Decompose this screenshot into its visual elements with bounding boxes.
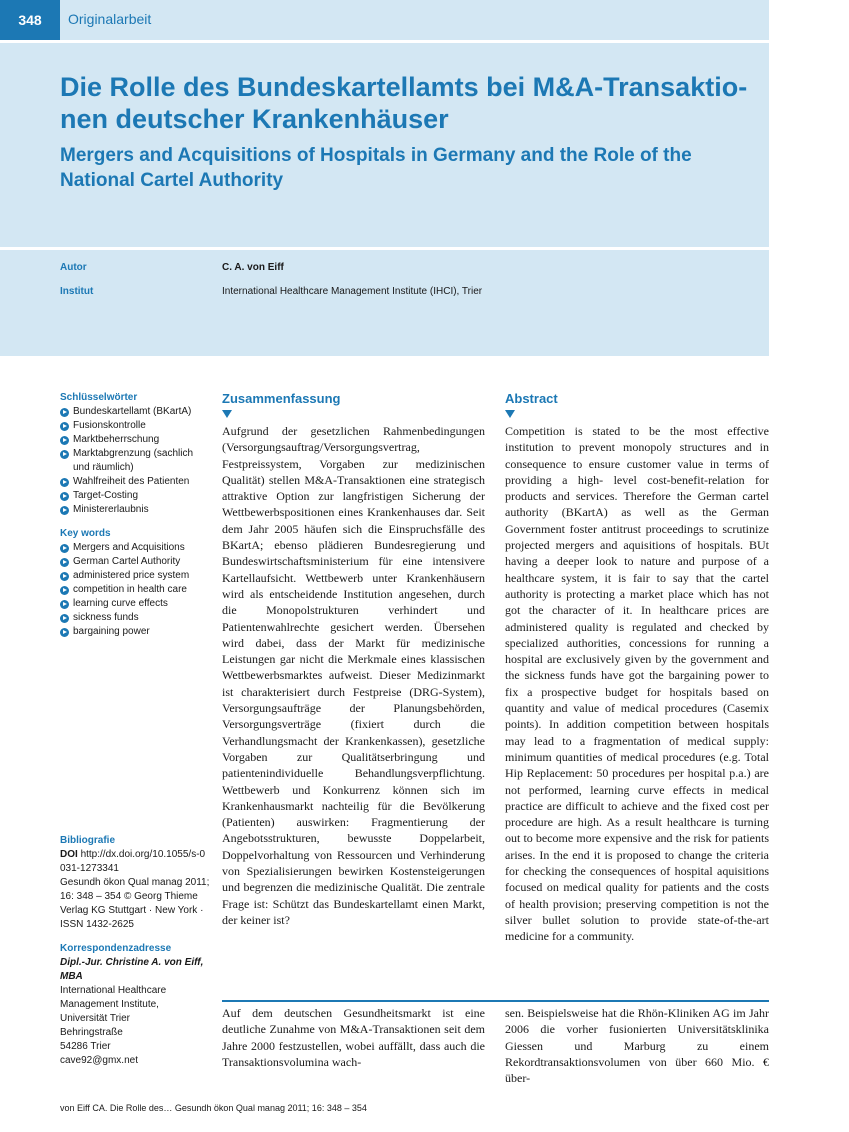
footer-citation: von Eiff CA. Die Rolle des… Gesundh ökon Qual manag 2011; 16: 348 – 354 [60,1103,367,1113]
keywords-de-list [60,405,210,517]
correspondence-address [60,984,210,1068]
keyword-text: Marktabgrenzung (sachlich und räumlich) [73,448,194,473]
zusammenfassung-heading: Zusammenfassung [222,391,341,406]
bullet-arrow-icon [60,422,69,431]
bullet-arrow-icon [60,586,69,595]
bibliography-heading: Bibliografie [60,835,116,846]
author-label: Autor [60,262,87,273]
address-line: Management Institute, [60,999,159,1010]
keyword-item [60,503,210,517]
address-line: Universität Trier [60,1013,131,1024]
doi-link[interactable]: http://dx.doi.org/10.1055/s-0031-1273341 [60,849,206,874]
keyword-item [60,405,210,419]
article-title-german: Die Rolle des Bundeskartellamts bei M&A-Transaktio-nen deutscher Krankenhäuser [60,72,748,134]
section-label: Originalarbeit [68,11,152,27]
keyword-text: Ministererlaubnis [73,504,149,515]
keyword-item [60,447,210,475]
keyword-item [60,611,210,625]
article-title-english: Mergers and Acquisitions of Hospitals in Germany and the Role of the National Cartel Authority [60,145,692,191]
triangle-marker-icon [505,410,515,418]
bullet-arrow-icon [60,436,69,445]
bullet-arrow-icon [60,572,69,581]
zusammenfassung-text: Aufgrund der gesetzlichen Rahmenbedingungen (Versorgungsauftrag/Versorgungsvertrag, Festpreissystem, Vorgaben zur medizinischen Qualität) stellen M&A-Transaktionen eine strategisch attraktive Option zur langfristigen Sicherung der Wettbewerbspositionen eines Krankenhauses dar. Seit dem Jahr 2005 häufen sich die Einspruchsfälle des BKartA; ebenso plädieren Bundesregierung und Bundeswirtschaftsministerium für eine intensivere Kartellaufsicht. Wettbewerb unter Krankenhäusern wird als entscheidende Institution angesehen, durch die Monopolstrukturen verhindert und Patientenwahlrechte gesichert werden. Übersehen wird dabei, dass der Markt für medizinische Leistungen gar nicht die Merkmale eines klassischen Wettbewerbsmarktes aufweist. Dieser Medizinmarkt ist charakterisiert durch Festpreise (DRG-System), Versorgungsaufträge der Planungsbehörden, Versorgungsverträge (fixiert durch die Verhandlungsmacht der Krankenkassen), gesetzliche Vorgaben zur Qualitätserbringung und patientenindividuelle Behandlungsverpflichtung. Wettbewerb und Konkurrenz können sich im Krankenhausmarkt nachteilig für die Bevölkerung (Patienten) auswirken: Fragmentierung der Angebotsstrukturen, bewusste Doppelarbeit, Doppelvorhaltung von Ressourcen und Verhinderung von Spezialisierungen bewirken Kostensteigerungen und begrenzen die medizinische Qualität. Die zentrale Frage ist: Schützt das Bundeskartellamt einen Markt, der keiner ist? [222,424,485,927]
bullet-arrow-icon [60,478,69,487]
address-line: 54286 Trier [60,1041,111,1052]
page-number: 348 [0,0,60,40]
abstract-heading: Abstract [505,391,558,406]
keywords-sidebar [60,391,210,639]
institute-name: International Healthcare Management Institute (IHCI), Trier [222,286,483,297]
bullet-arrow-icon [60,558,69,567]
keyword-text: Mergers and Acquisitions [73,542,185,553]
keyword-item [60,419,210,433]
correspondence-heading: Korrespondenzadresse [60,943,172,954]
keywords-de-heading: Schlüsselwörter [60,392,138,403]
bibliography-block [60,834,210,932]
keyword-text: Wahlfreiheit des Patienten [73,476,190,487]
bullet-arrow-icon [60,544,69,553]
triangle-marker-icon [222,410,232,418]
correspondence-name: Dipl.-Jur. Christine A. von Eiff, MBA [60,957,204,982]
keyword-item [60,569,210,583]
keyword-item [60,555,210,569]
keyword-item [60,625,210,639]
bullet-arrow-icon [60,492,69,501]
keyword-text: Bundeskartellamt (BKartA) [73,406,192,417]
bullet-arrow-icon [60,628,69,637]
keyword-text: German Cartel Authority [73,556,181,567]
body-text-left: Auf dem deutschen Gesundheitsmarkt ist eine deutliche Zunahme von M&A-Transaktionen seit dem Jahre 2000 festzustellen, wobei auffällt, dass auch die Transaktionsvolumina wach- [222,1006,485,1069]
keyword-text: Target-Costing [73,490,139,501]
keyword-item [60,597,210,611]
author-name: C. A. von Eiff [222,262,284,273]
citation-text: Gesundh ökon Qual manag 2011; 16: 348 – 354 © Georg Thieme Verlag KG Stuttgart · New York · ISSN 1432-2625 [60,877,210,930]
section-divider [222,1000,769,1002]
bullet-arrow-icon [60,614,69,623]
keyword-item [60,583,210,597]
address-line: International Healthcare [60,985,167,996]
bullet-arrow-icon [60,506,69,515]
bullet-arrow-icon [60,408,69,417]
address-line: cave92@gmx.net [60,1055,138,1066]
keyword-text: Marktbeherrschung [73,434,160,445]
keyword-text: Fusionskontrolle [73,420,146,431]
address-line: Behringstraße [60,1027,123,1038]
bullet-arrow-icon [60,600,69,609]
institute-label: Institut [60,286,94,297]
doi-line [60,848,210,876]
keyword-text: bargaining power [73,626,150,637]
author-panel [0,250,769,356]
correspondence-block [60,942,210,1068]
bullet-arrow-icon [60,450,69,459]
keyword-item [60,433,210,447]
doi-label: DOI [60,849,78,860]
keyword-item [60,541,210,555]
keywords-en-list [60,541,210,639]
keyword-text: learning curve effects [73,598,168,609]
keyword-item [60,489,210,503]
keyword-text: competition in health care [73,584,187,595]
body-text-right: sen. Beispielsweise hat die Rhön-Kliniken AG im Jahr 2006 die vorher fusionierten Universitätsklinika Giessen und Marburg zu einem Rekordtransaktionsvolumen von über 660 Mio. € über- [505,1006,769,1086]
keywords-en-heading: Key words [60,528,111,539]
keyword-item [60,475,210,489]
abstract-text: Competition is stated to be the most effective institution to prevent monopoly structures and in consequence to ensure customer value in terms of providing a high- level cost-benefit-relation for products and services. Therefore the German cartel authority (BKartA) as well as the German Government foster antitrust proceedings to scrutinize projected mergers and aquisitions of hospitals. BUt having a deeper look to nature and purpose of a healthcare system, it is fair to say that the cartel authority is protecting a market place which has not got the character of it. In healthcare prices are administered quality is regulated and checked by specialized authorities, concessions for running a hospital are exclusively given by the government and the sickness funds have got the bargaining power to fix a prospective budget for hospitals based on quantity and value of medical procedures (Casemix points). In addition competition between hospitals may lead to a fragmentation of medical supply: minimum quantities of medical procedures (e.g. Total Hip Replacement: 50 procedures per hospital p.a.) are not performed, learning curve effects in medical practice are difficult to achieve and the fixed cost per procedure are high. As a result healthcare is turning out to become more expensive and the risk for patients arises. In the end it is proposed to change the criteria for checking the consequences of hospital aquisitions focused on medical quality for patients and the costs of health provision; preserving competition is not the silver bullet solution to provide state-of-the-art medicine for a community. [505,424,769,944]
keyword-text: administered price system [73,570,190,581]
keyword-text: sickness funds [73,612,139,623]
